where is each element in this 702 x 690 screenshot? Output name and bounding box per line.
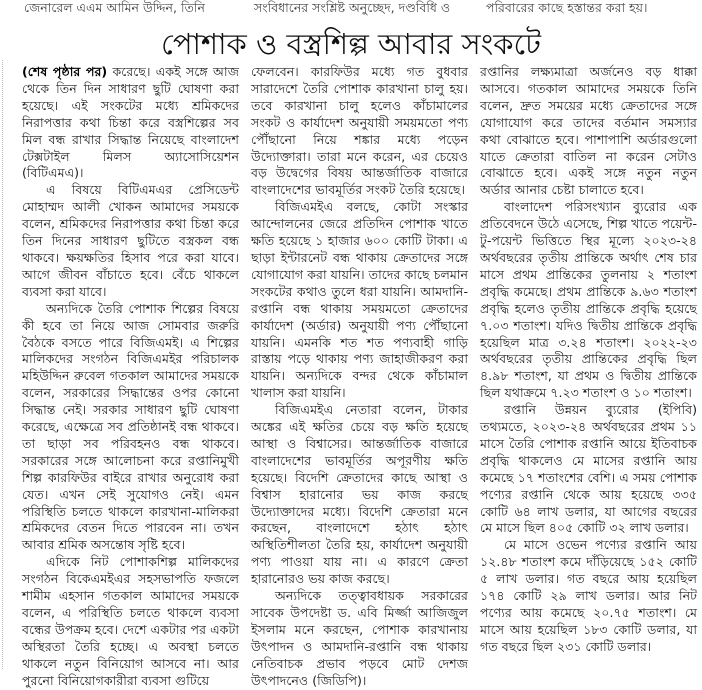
article-paragraph: ফেলবেন। কারফিউর মধ্যে গত বুধবার সারাদেশে তৈরি পোশাক কারখানা চালু হয়। তবে কারখানা চালু হলেও কাঁচামালের সংকট ও কার্যাদেশ অনুযায়ী সময়মতো পণ্য পৌঁছানো নিয়ে শঙ্কার মধ্যে পড়েন উদ্যোক্তারা। তারা মনে করেন, এর চেয়েও বড় উদ্বেগের বিষয় আন্তর্জাতিক বাজারে বাংলাদেশের ভাবমূর্তির সংকট তৈরি হয়েছে। (251, 64, 468, 198)
previous-article-line: সংবিধানের সংশ্লিষ্ট অনুচ্ছেদ, দণ্ডবিধি ও (254, 0, 451, 15)
article-paragraph: অন্যদিকে তত্ত্বাবধায়ক সরকারের সাবেক উপদেষ্টা ড. এবি মির্জ্জা আজিজুল ইসলাম মনে করছেন, পোশাক কারখানায় উৎপাদন ও আমদানি-রপ্তানি বন্ধ থাকায় নেতিবাচক প্রভাব পড়বে মোট দেশজ উৎপাদনেও (জিডিপি)। (251, 588, 468, 688)
article-paragraph (22, 64, 239, 182)
article-paragraph: অন্যদিকে তৈরি পোশাক শিল্পের বিষয়ে কী হবে তা নিয়ে আজ সোমবার জরুরি বৈঠকে বসতে পারে বিজিএমই। এ শিল্পের মালিকদের সংগঠন বিজিএমইর পরিচালক মহিউদ্দিন রুবেল গতকাল আমাদের সময়কে বলেন, সরকারের সিদ্ধান্তের ওপর কোনো সিদ্ধান্ত নেই। সরকার সাধারণ ছুটি ঘোষণা করেছে, এক্ষেত্রে সব প্রতিষ্ঠানই বন্ধ থাকবে। তা ছাড়া সব পরিবহনও বন্ধ থাকবে। সরকারের সঙ্গে আলোচনা করে রপ্তানিমুখী শিল্প কারফিউর বাইরে রাখার অনুরোধ করা যেত। এখন সেই সুযোগও নেই। এমন পরিস্থিতি চলতে থাকলে কারখানা-মালিকরা শ্রমিকদের বেতন দিতে পারবেন না। তখন আবার শ্রমিক অসন্তোষ সৃষ্টি হবে। (22, 300, 239, 553)
article-paragraph: মে মাসে ওভেন পণ্যের রপ্তানি আয় ১২.৪৮ শতাংশ কমে দাঁড়িয়েছে ১৫২ কোটি ৫ লাখ ডলার। গত বছরে আয় হয়েছিল ১৭৪ কোটি ২৯ লাখ ডলার। আর নিট পণ্যের আয় কমেছে ২০.৭৫ শতাংশ। মে মাসে আয় হয়েছিল ১৮৩ কোটি ডলার, যা গত বছরে ছিল ২৩১ কোটি ডলার। (480, 537, 697, 654)
article-column-2 (251, 64, 468, 690)
paragraph-text: করেছে। একই সঙ্গে আজ থেকে তিন দিন সাধারণ ছুটি ঘোষণা করা হয়েছে। এই সংকটের মধ্যে শ্রমিকদের নিরাপত্তার কথা চিন্তা করে বস্ত্রশিল্পের সব মিল বন্ধ রাখার সিদ্ধান্ত নিয়েছে বাংলাদেশ টেক্সটাইল মিলস অ্যাসোসিয়েশন (বিটিএমএ)। (22, 64, 239, 181)
previous-article-line: পরিবারের কাছে হস্তান্তর করা হয়। (486, 0, 648, 15)
left-margin-rule (2, 60, 3, 669)
article-column-3 (480, 64, 697, 690)
article-paragraph: বিজিএমইএ নেতারা বলেন, টাকার অঙ্কের এই ক্ষতির চেয়ে বড় ক্ষতি হয়েছে আস্থা ও বিশ্বাসের। আন্তর্জাতিক বাজারে বাংলাদেশের ভাবমূর্তির অপূরণীয় ক্ষতি হয়েছে। বিদেশি ক্রেতাদের কাছে আস্থা ও বিশ্বাস হারানোর ভয় কাজ করছে উদ্যোক্তাদের মধ্যে। বিদেশি ক্রেতারা মনে করছেন, বাংলাদেশে হঠাৎ হঠাৎ অস্থিতিশীলতা তৈরি হয়, কার্যাদেশ অনুযায়ী পণ্য পাওয়া যায় না। এ কারণে ক্রেতা হারানোরও ভয় কাজ করছে। (251, 402, 468, 587)
article-body (22, 64, 698, 690)
article-paragraph: রপ্তানি উন্নয়ন ব্যুরোর (ইপিবি) তথ্যমতে, ২০২৩-২৪ অর্থবছরের প্রথম ১১ মাসে তৈরি পোশাক রপ্তানি আয়ে ইতিবাচক প্রবৃদ্ধি থাকলেও মে মাসের রপ্তানি আয় কমেছে ১৭ শতাংশের বেশি। এ সময় পোশাক পণ্যের রপ্তানি থেকে আয় হয়েছে ৩৩৫ কোটি ৬৪ লাখ ডলার, যা আগের বছরের মে মাসে ছিল ৪০৫ কোটি ৩২ লাখ ডলার। (480, 402, 697, 536)
article-paragraph: এ বিষয়ে বিটিএমএর প্রেসিডেন্ট মোহাম্মদ আলী খোকন আমাদের সময়কে বলেন, শ্রমিকদের নিরাপত্তার কথা চিন্তা করে তিন দিনের সাধারণ ছুটিতে বস্ত্রকল বন্ধ থাকবে। ক্ষয়ক্ষতির হিসাব পরে করা যাবে। আগে জীবন বাঁচাতে হবে। বেঁচে থাকলে ব্যবসা করা যাবে। (22, 182, 239, 299)
article-column-1 (22, 64, 239, 690)
continuation-marker: (শেষ পৃষ্ঠার পর) (22, 64, 108, 79)
article-paragraph: রপ্তানির লক্ষ্যমাত্রা অর্জনেও বড় ধাক্কা আসবে। গতকাল আমাদের সময়কে তিনি বলেন, দ্রুত সময়ের মধ্যে ক্রেতাদের সঙ্গে যোগাযোগ করে তাদের বর্তমান সমস্যার কথা বোঝাতে হবে। পাশাপাশি অর্ডারগুলো যাতে ক্রেতারা বাতিল না করেন সেটাও বোঝাতে হবে। একই সঙ্গে নতুন নতুন অর্ডার আনার চেষ্টা চালাতে হবে। (480, 64, 697, 198)
previous-article-line: জেনারেল এএম আমিন উদ্দিন, তিনি (24, 0, 205, 15)
previous-article-tail (24, 0, 696, 20)
article-paragraph: বাংলাদেশ পরিসংখ্যান ব্যুরোর এক প্রতিবেদনে উঠে এসেছে, শিল্প খাতে পয়েন্ট-টু-পয়েন্ট ভিত্তিতে স্থির মূল্যে ২০২৩-২৪ অর্থবছরের তৃতীয় প্রান্তিকে অর্থাৎ শেষ চার মাসে প্রথম প্রান্তিকের তুলনায় ২ শতাংশ প্রবৃদ্ধি কমেছে। প্রথম প্রান্তিকে ৯.৬৩ শতাংশ প্রবৃদ্ধি হলেও তৃতীয় প্রান্তিকে প্রবৃদ্ধি হয়েছে ৭.০৩ শতাংশ। যদিও দ্বিতীয় প্রান্তিকে প্রবৃদ্ধি হয়েছিল মাত্র ৩.২৪ শতাংশ। ২০২২-২৩ অর্থবছরের তৃতীয় প্রান্তিকের প্রবৃদ্ধি ছিল ৪.৯৮ শতাংশ, যা প্রথম ও দ্বিতীয় প্রান্তিকে ছিল যথাক্রমে ৭.২৩ শতাংশ ও ১০ শতাংশ। (480, 199, 697, 401)
article-paragraph: বিজিএমইএ বলছে, কোটা সংস্কার আন্দোলনের জেরে প্রতিদিন পোশাক খাতে ক্ষতি হয়েছে ১ হাজার ৬০০ কোটি টাকা। এ ছাড়া ইন্টারনেট বন্ধ থাকায় ক্রেতাদের সঙ্গে যোগাযোগ করা যায়নি। তাদের কাছে চলমান সংকটের কথাও তুলে ধরা যায়নি। আমদানি-রপ্তানি বন্ধ থাকায় সময়মতো ক্রেতাদের কার্যাদেশ (অর্ডার) অনুযায়ী পণ্য পৌঁছানো যায়নি। এমনকি শত শত পণ্যবাহী গাড়ি রাস্তায় পড়ে থাকায় পণ্য জাহাজীকরণ করা যায়নি। অন্যদিকে বন্দর থেকে কাঁচামাল খালাস করা যায়নি। (251, 199, 468, 401)
article-headline: পোশাক ও বস্ত্রশিল্প আবার সংকটে (161, 27, 541, 61)
article-paragraph: এদিকে নিট পোশাকশিল্প মালিকদের সংগঠন বিকেএমইএর সহসভাপতি ফজলে শামীম এহসান গতকাল আমাদের সময়কে বলেন, এ পরিস্থিতি চলতে থাকলে ব্যবসা বন্ধের উপক্রম হবে। দেশে একটার পর একটা অস্থিরতা তৈরি হচ্ছে। এ অবস্থা চলতে থাকলে নতুন বিনিয়োগ আসবে না। আর পুরনো বিনিয়োগকারীরা ব্যবসা গুটিয়ে (22, 554, 239, 688)
